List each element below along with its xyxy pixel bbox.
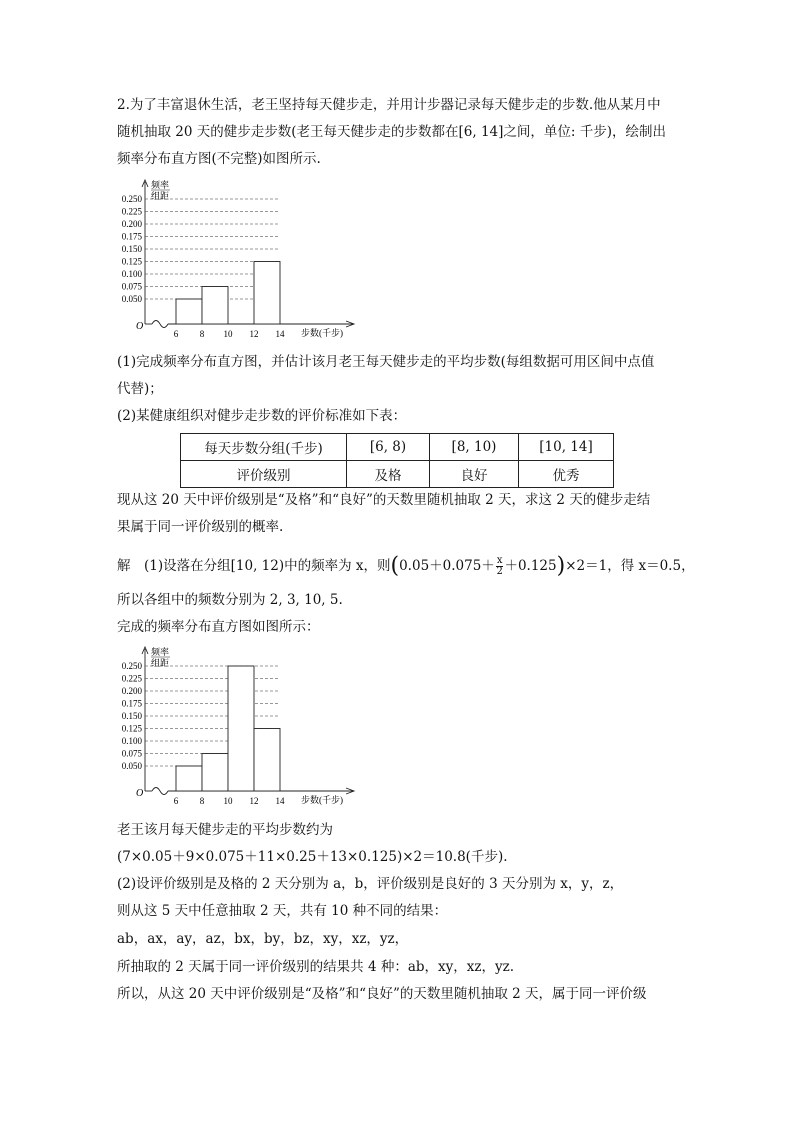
x-tick-label: 12 [249, 796, 259, 806]
y-tick-label: 0.200 [121, 686, 142, 696]
x-tick-label: 12 [249, 329, 259, 339]
histogram-bar [202, 287, 228, 325]
y-label-bottom: 组距 [151, 658, 170, 668]
right-paren: ) [556, 553, 566, 579]
criteria-header-cell: 每天步数分组(千步) [181, 434, 347, 461]
origin-label: O [136, 321, 144, 332]
x-tick-label: 8 [199, 796, 205, 806]
histogram-complete [108, 643, 388, 812]
x-axis-break-icon [152, 321, 168, 328]
y-tick-label: 0.125 [121, 723, 142, 734]
y-tick-label: 0.050 [121, 294, 142, 304]
solution-line-6: (2)设评价级别是及格的 2 天分别为 a，b，评价级别是良好的 3 天分别为 x，y，z， [117, 876, 624, 892]
fraction-numerator: x [496, 555, 503, 566]
histogram-complete-svg [108, 643, 388, 808]
criteria-header-row [181, 434, 614, 461]
origin-label: O [136, 788, 144, 799]
left-paren: ( [390, 553, 400, 579]
y-label-top: 频率 [151, 180, 170, 190]
y-label-top: 频率 [151, 647, 170, 657]
criteria-table [180, 433, 614, 488]
y-tick-label: 0.125 [121, 256, 142, 267]
x-tick-label: 6 [173, 329, 179, 339]
solution-line-3: 完成的频率分布直方图如图所示： [117, 619, 320, 635]
y-tick-label: 0.150 [121, 244, 142, 254]
y-tick-label: 0.175 [121, 231, 142, 242]
y-tick-label: 0.225 [121, 206, 142, 217]
x-axis-break-icon [152, 788, 168, 795]
solution-expr-a: 0.05＋0.075＋ [399, 558, 495, 574]
x-tick-label: 6 [173, 796, 179, 806]
criteria-cell: 优秀 [519, 461, 614, 488]
problem-line-1: 2.为了丰富退休生活，老王坚持每天健步走，并用计步器记录每天健步走的步数.他从某月中 [117, 97, 661, 113]
y-tick-label: 0.075 [121, 281, 142, 292]
problem-line-2: 随机抽取 20 天的健步走步数(老王每天健步走的步数都在[6, 14]之间，单位: 千步)，绘制出 [117, 124, 667, 140]
histogram-bar [176, 766, 202, 791]
solution-line-5: (7×0.05＋9×0.075＋11×0.25＋13×0.125)×2＝10.8(千步). [117, 849, 508, 865]
fraction-x-over-2 [496, 556, 504, 577]
criteria-header-cell: [10, 14] [519, 434, 614, 461]
question-2-line-3: 果属于同一评价级别的概率. [117, 519, 284, 535]
x-axis-label: 步数(千步) [301, 328, 343, 338]
solution-line-1 [117, 553, 695, 580]
y-tick-label: 0.100 [121, 269, 142, 279]
y-tick-label: 0.225 [121, 673, 142, 684]
solution-line-4: 老王该月每天健步走的平均步数约为 [117, 822, 333, 838]
y-tick-label: 0.100 [121, 736, 142, 746]
fraction-denominator: 2 [496, 566, 503, 577]
criteria-cell: 评价级别 [181, 461, 347, 488]
question-2-line-2: 现从这 20 天中评价级别是“及格”和“良好”的天数里随机抽取 2 天，求这 2 天的健步走结 [117, 492, 651, 508]
criteria-cell: 良好 [430, 461, 519, 488]
x-axis-label: 步数(千步) [301, 795, 343, 805]
solution-prefix: 解 (1)设落在分组[10, 12)中的频率为 x，则 [117, 558, 391, 574]
criteria-header-cell: [8, 10) [430, 434, 519, 461]
y-tick-label: 0.150 [121, 711, 142, 721]
y-tick-label: 0.250 [121, 661, 142, 671]
solution-line-8: ab，ax，ay，az，bx，by，bz，xy，xz，yz， [117, 931, 409, 947]
problem-line-3: 频率分布直方图(不完整)如图所示. [117, 151, 321, 167]
histogram-bar [202, 754, 228, 792]
criteria-cell: 及格 [347, 461, 430, 488]
histogram-bar [228, 666, 254, 791]
solution-line-7: 则从这 5 天中任意抽取 2 天，共有 10 种不同的结果： [117, 903, 448, 919]
question-1-line-2: 代替)； [117, 381, 163, 397]
histogram-bar [176, 299, 202, 324]
question-2-line-1: (2)某健康组织对健步走步数的评价标准如下表： [117, 408, 407, 424]
solution-line-10: 所以，从这 20 天中评价级别是“及格”和“良好”的天数里随机抽取 2 天，属于同一评价级 [117, 986, 647, 1002]
y-label-bottom: 组距 [151, 191, 170, 201]
y-tick-label: 0.050 [121, 761, 142, 771]
x-tick-label: 14 [275, 329, 285, 339]
histogram-bar [254, 729, 280, 792]
y-tick-label: 0.200 [121, 219, 142, 229]
x-tick-label: 8 [199, 329, 205, 339]
histogram-incomplete-svg [108, 176, 388, 341]
histogram-bar [254, 262, 280, 325]
y-tick-label: 0.075 [121, 748, 142, 759]
solution-suffix: ×2＝1，得 x＝0.5， [565, 558, 695, 574]
criteria-header-cell: [6, 8) [347, 434, 430, 461]
x-tick-label: 10 [223, 329, 233, 339]
y-tick-label: 0.175 [121, 698, 142, 709]
x-tick-label: 10 [223, 796, 233, 806]
solution-line-9: 所抽取的 2 天属于同一评价级别的结果共 4 种：ab，xy，xz，yz. [117, 959, 515, 975]
x-tick-label: 14 [275, 796, 285, 806]
y-tick-label: 0.250 [121, 194, 142, 204]
criteria-row [181, 461, 614, 488]
solution-line-2: 所以各组中的频数分别为 2, 3, 10, 5. [117, 592, 343, 608]
question-1-line-1: (1)完成频率分布直方图，并估计该月老王每天健步走的平均步数(每组数据可用区间中点值 [117, 354, 655, 370]
solution-expr-b: ＋0.125 [504, 558, 557, 574]
histogram-incomplete [108, 176, 388, 345]
